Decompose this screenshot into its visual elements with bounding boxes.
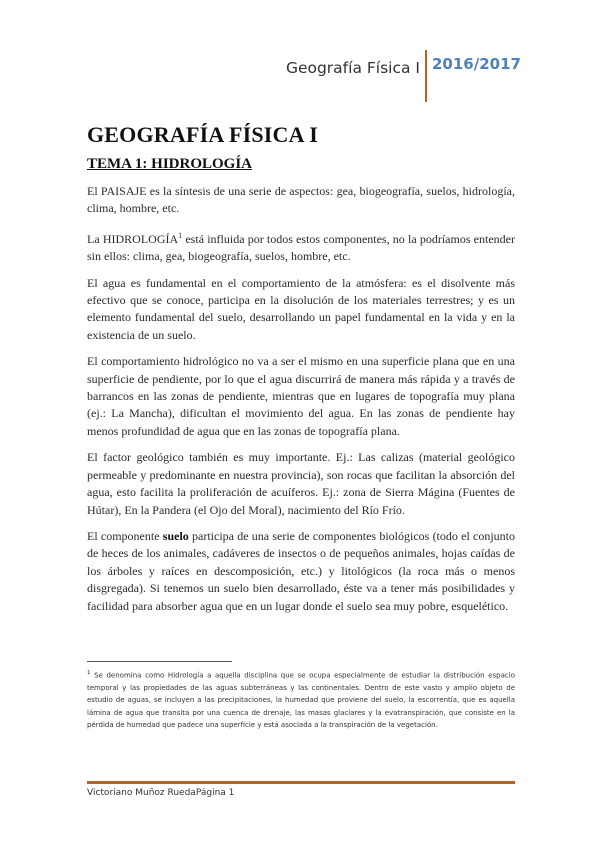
paragraph-hidrologia-rest: está influida por todos estos componentes, no la podríamos entender sin ellos: clima, gea, biogeografía, suelos, hombre, etc.	[87, 231, 515, 264]
footnote-separator	[87, 661, 232, 662]
paragraph-hidrologia	[87, 227, 515, 266]
paragraph-hidrologia-start: La HIDROLOGÍA	[87, 231, 179, 246]
paragraph-suelo	[87, 528, 515, 615]
document-body	[87, 122, 515, 624]
header-title: Geografía Física I	[285, 59, 420, 77]
paragraph-comportamiento: El comportamiento hidrológico no va a ser el mismo en una superficie plana que en una superficie de pendiente, por lo que el agua discurrirá de manera más rápida y a través de barrancos en las zonas de pendiente, mientras que en lugares de topografía muy plana (ej.: La Mancha), dificultan el movimiento del agua. En las zonas de pendiente hay menos profundidad de agua que en las zonas de topografía plana.	[87, 354, 515, 438]
footnote	[87, 667, 515, 732]
paragraph-suelo-start: El componente	[87, 528, 163, 543]
paragraph-paisaje: El PAISAJE es la síntesis de una serie de aspectos: gea, biogeografía, suelos, hidrología, clima, hombre, etc.	[87, 184, 515, 216]
paragraph-suelo-rest: participa de una serie de componentes biológicos (todo el conjunto de heces de los animales, cadáveres de insectos o de pequeños animales, hojas caídas de los árboles y raíces en descomposición, etc.) y litológicos (la roca más o menos disgregada). Si tenemos un suelo bien desarrollado, éste va a tener más posibilidades y facilidad para absorber agua que en un lugar donde el suelo sea muy pobre, esquelético.	[87, 528, 516, 613]
footnote-reference[interactable]: 1	[178, 230, 183, 240]
footnote-text: Se denomina como Hidrología a aquella disciplina que se ocupa especialmente de estudiar la distribución espacio temporal y las propiedades de las aguas subterráneas y las continentales. Dentro de este vasto y amplio objeto de estudio de aguas, se incluyen a las precipitaciones, la humedad que proviene del suelo, la escorrentía, que es aquella lámina de agua que transita por una cuenca de drenaje, las masas glaciares y la evatranspiración, que consiste en la pérdida de humedad que padece una superficie y está asociada a la transpiración de la vegetación.	[87, 671, 515, 730]
footnote-marker: 1	[87, 670, 91, 676]
page-footer: Victoriano Muñoz RuedaPágina 1	[87, 788, 235, 798]
header-divider	[425, 50, 427, 102]
section-title: TEMA 1: HIDROLOGÍA	[87, 156, 253, 172]
document-title: GEOGRAFÍA FÍSICA I	[87, 122, 318, 147]
header-year: 2016/2017	[432, 55, 521, 73]
paragraph-factor-geologico: El factor geológico también es muy importante. Ej.: Las calizas (material geológico permeable y predominante en nuestra provincia), son rocas que facilitan la absorción del agua, esto facilita la proliferación de acuíferos. Ej.: zona de Sierra Mágina (Fuentes de Hútar), En la Pandera (el Ojo del Moral), nacimiento del Río Frío.	[87, 450, 515, 517]
paragraph-suelo-bold: suelo	[162, 528, 189, 543]
paragraph-agua: El agua es fundamental en el comportamiento de la atmósfera: es el disolvente más efectivo que se conoce, participa en la disolución de los materiales terrestres; y es un elemento fundamental del suelo, desarrollando un papel fundamental en la vida y en la existencia de un suelo.	[87, 275, 515, 342]
page-header	[0, 50, 600, 102]
footer-divider	[87, 781, 515, 784]
